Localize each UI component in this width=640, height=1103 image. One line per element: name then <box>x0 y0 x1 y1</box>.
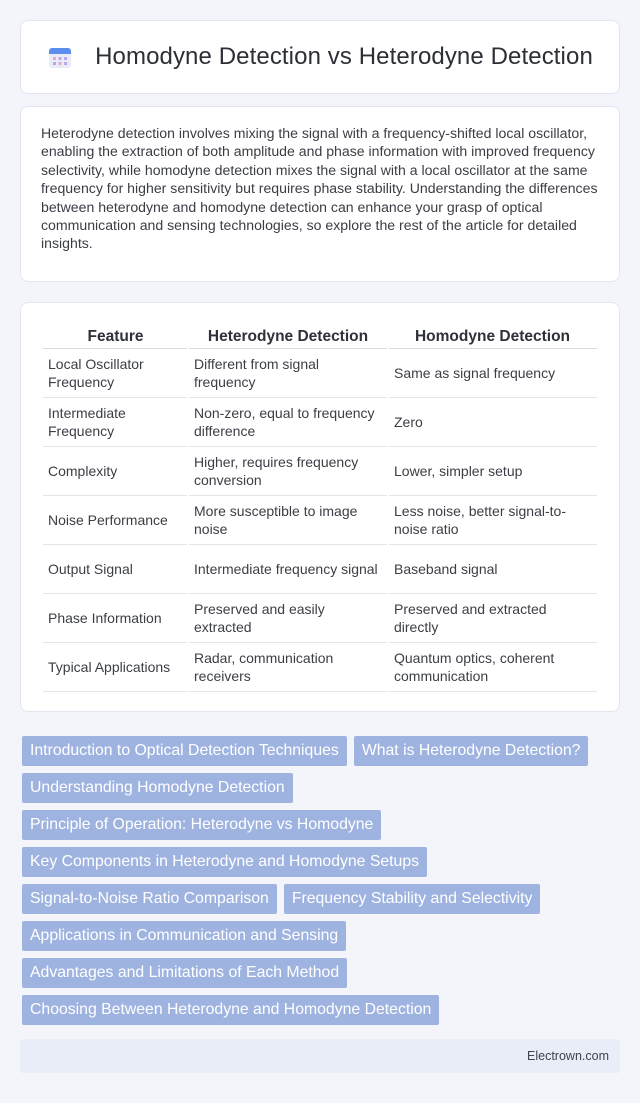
table-cell: Radar, communication receivers <box>188 642 388 691</box>
topic-row <box>22 847 622 877</box>
table-cell: More susceptible to image noise <box>188 495 388 544</box>
intro-paragraph: Heterodyne detection involves mixing the signal with a frequency-shifted local oscillator, enabling the extraction of both amplitude and phase information with improved frequency selectivity, while homodyne detection mixes the signal with a local oscillator at the same frequency for higher sensitivity but requires phase stability. Understanding the differences between heterodyne and homodyne detection can enhance your grasp of optical communication and sensing technologies, so explore the rest of the article for detailed insights. <box>41 125 598 252</box>
table-cell: Typical Applications <box>43 642 188 691</box>
topic-row <box>22 921 622 951</box>
table-cell: Noise Performance <box>43 495 188 544</box>
topic-link[interactable]: Signal-to-Noise Ratio Comparison <box>22 884 277 914</box>
footer-site-name[interactable]: Electrown.com <box>527 1049 609 1063</box>
table-row <box>43 642 597 691</box>
topic-link[interactable]: Applications in Communication and Sensing <box>22 921 346 951</box>
table-row <box>43 544 597 593</box>
table-cell: Zero <box>388 397 597 446</box>
comparison-table <box>43 323 597 692</box>
column-header-heterodyne: Heterodyne Detection <box>188 323 388 348</box>
topic-row <box>22 995 622 1025</box>
topic-link[interactable]: Advantages and Limitations of Each Method <box>22 958 347 988</box>
topic-link[interactable]: Choosing Between Heterodyne and Homodyne Detection <box>22 995 439 1025</box>
column-header-homodyne: Homodyne Detection <box>388 323 597 348</box>
table-cell: Output Signal <box>43 544 188 593</box>
comparison-card <box>20 302 620 712</box>
topic-links <box>22 736 622 1032</box>
topic-row <box>22 810 622 840</box>
page-title: Homodyne Detection vs Heterodyne Detection <box>95 43 593 70</box>
column-header-feature: Feature <box>43 323 188 348</box>
table-cell: Preserved and easily extracted <box>188 593 388 642</box>
footer <box>20 1039 620 1073</box>
table-header-row <box>43 323 597 348</box>
table-row <box>43 397 597 446</box>
intro-card <box>20 106 620 282</box>
table-cell: Non-zero, equal to frequency difference <box>188 397 388 446</box>
header <box>47 43 593 71</box>
topic-link[interactable]: Frequency Stability and Selectivity <box>284 884 541 914</box>
table-cell: Local Oscillator Frequency <box>43 348 188 397</box>
header-card <box>20 20 620 94</box>
calendar-grid-icon <box>47 44 73 70</box>
topic-row <box>22 958 622 988</box>
table-row <box>43 446 597 495</box>
table-cell: Intermediate frequency signal <box>188 544 388 593</box>
table-cell: Quantum optics, coherent communication <box>388 642 597 691</box>
topic-row <box>22 884 622 914</box>
table-cell: Preserved and extracted directly <box>388 593 597 642</box>
table-cell: Higher, requires frequency conversion <box>188 446 388 495</box>
topic-row <box>22 736 622 766</box>
topic-link[interactable]: Principle of Operation: Heterodyne vs Homodyne <box>22 810 381 840</box>
topic-link[interactable]: Understanding Homodyne Detection <box>22 773 293 803</box>
topic-link[interactable]: Key Components in Heterodyne and Homodyne Setups <box>22 847 427 877</box>
table-cell: Different from signal frequency <box>188 348 388 397</box>
table-cell: Less noise, better signal-to-noise ratio <box>388 495 597 544</box>
topic-row <box>22 773 622 803</box>
topic-link[interactable]: Introduction to Optical Detection Techniques <box>22 736 347 766</box>
table-cell: Complexity <box>43 446 188 495</box>
table-row <box>43 593 597 642</box>
table-cell: Same as signal frequency <box>388 348 597 397</box>
table-cell: Baseband signal <box>388 544 597 593</box>
table-row <box>43 495 597 544</box>
table-cell: Intermediate Frequency <box>43 397 188 446</box>
topic-link[interactable]: What is Heterodyne Detection? <box>354 736 589 766</box>
table-cell: Phase Information <box>43 593 188 642</box>
table-row <box>43 348 597 397</box>
table-cell: Lower, simpler setup <box>388 446 597 495</box>
